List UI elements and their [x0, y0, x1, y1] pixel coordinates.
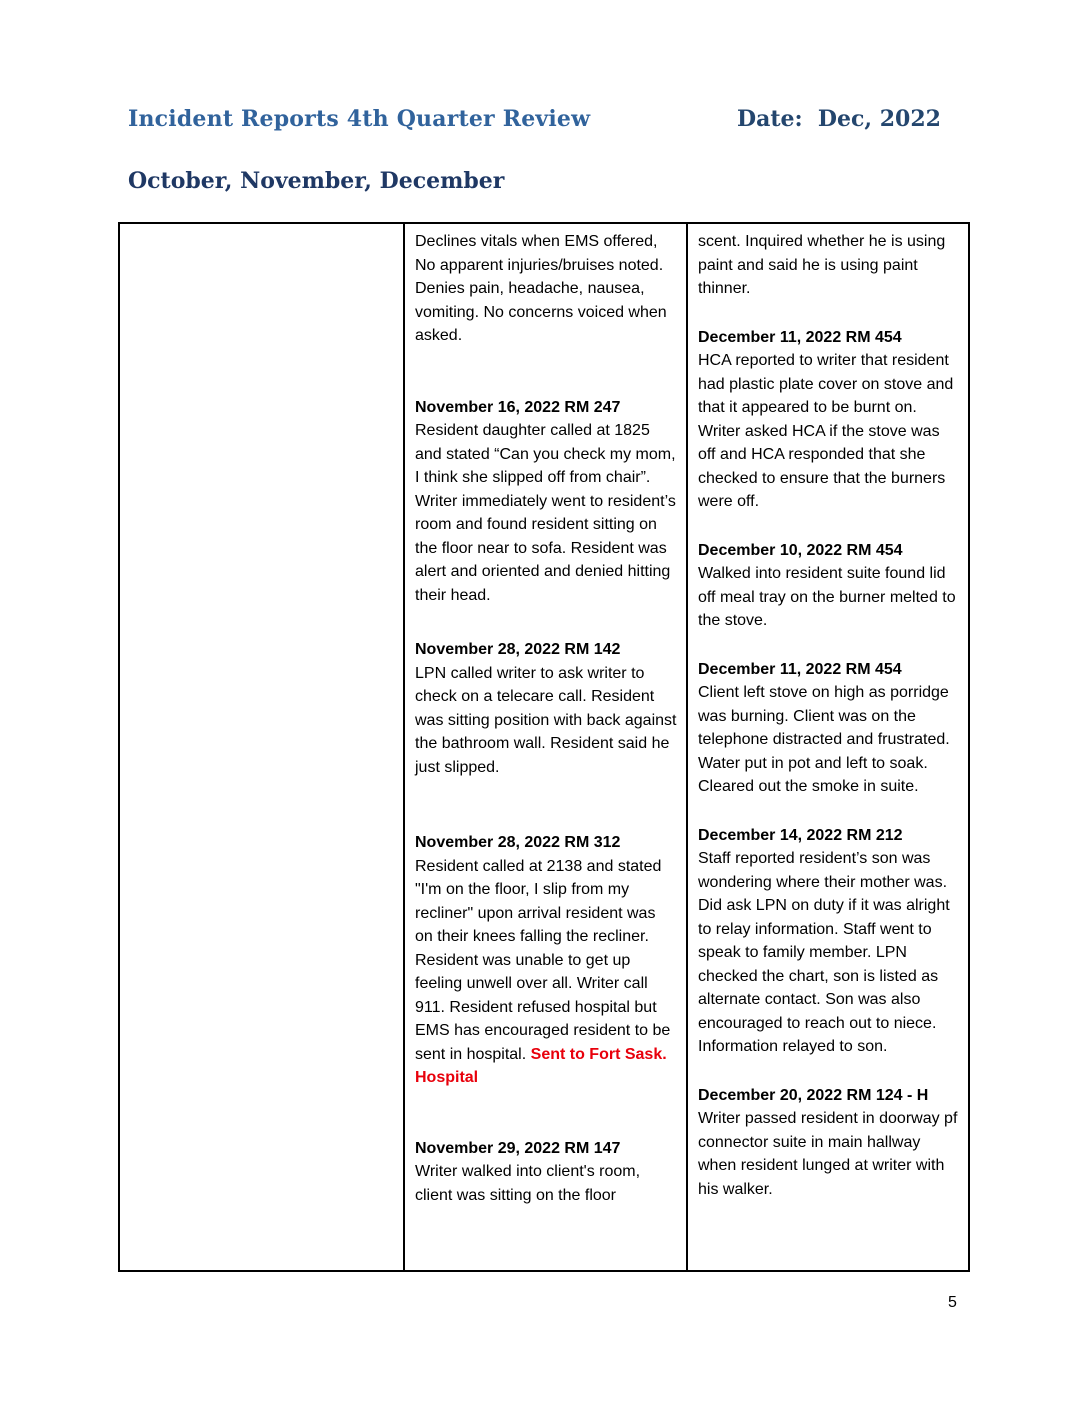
incident-entry: [698, 824, 959, 1059]
incident-entry: [698, 658, 959, 799]
entry-body: Declines vitals when EMS offered, No apparent injuries/bruises noted. Denies pain, headache, nausea, vomiting. No concerns voiced when asked.: [415, 233, 667, 344]
incident-entry: [415, 396, 677, 608]
entry-body: [415, 855, 677, 1090]
entry-body: Staff reported resident’s son was wondering where their mother was. Did ask LPN on duty if it was alright to relay information. Staff went to speak to family member. LPN checked the chart, son is listed as alternate contact. Son was also encouraged to reach out to niece. Information relayed to son.: [698, 850, 950, 1055]
entry-heading: November 16, 2022 RM 247: [415, 398, 621, 416]
entry-heading: December 11, 2022 RM 454: [698, 328, 902, 346]
entry-heading: December 14, 2022 RM 212: [698, 826, 903, 844]
entry-heading: December 20, 2022 RM 124 - H: [698, 1086, 929, 1104]
incident-entry: [415, 638, 677, 779]
incident-entry: [698, 230, 959, 301]
incident-entry: [415, 230, 677, 348]
entry-body: Resident daughter called at 1825 and stated “Can you check my mom, I think she slipped off from chair”. Writer immediately went to resident’s room and found resident sitting on the floor near to sofa. Resident was alert and oriented and denied hitting their head.: [415, 422, 676, 604]
entry-heading: December 10, 2022 RM 454: [698, 541, 903, 559]
table-cell-empty: [120, 224, 405, 1270]
table-cell-november: [405, 224, 688, 1270]
entry-body: Walked into resident suite found lid off meal tray on the burner melted to the stove.: [698, 565, 956, 629]
hospital-transfer-alert: Sent to Fort Sask. Hospital: [415, 1045, 667, 1086]
page-title: Incident Reports 4th Quarter Review: [128, 106, 591, 132]
entry-body: HCA reported to writer that resident had plastic plate cover on stove and that it appeared to be burnt on. Writer asked HCA if the stove was off and HCA responded that she checked to ensure that the burners were off.: [698, 352, 954, 510]
entry-heading: December 11, 2022 RM 454: [698, 660, 902, 678]
date-label: Date: Dec, 2022: [737, 106, 941, 132]
table-cell-december: [688, 224, 968, 1270]
incident-entry: [698, 1084, 959, 1202]
entry-body: LPN called writer to ask writer to check on a telecare call. Resident was sitting position with back against the bathroom wall. Resident said he just slipped.: [415, 664, 677, 776]
quarter-subheading: October, November, December: [128, 168, 505, 194]
incident-entry: [698, 539, 959, 633]
entry-heading: November 29, 2022 RM 147: [415, 1139, 621, 1157]
incident-entry: [415, 1137, 677, 1208]
entry-body: scent. Inquired whether he is using paint and said he is using paint thinner.: [698, 233, 946, 297]
incident-entry: [415, 831, 677, 1090]
page-number: 5: [948, 1294, 957, 1311]
entry-heading: November 28, 2022 RM 312: [415, 834, 621, 851]
entry-body: Client left stove on high as porridge was burning. Client was on the telephone distracted and frustrated. Water put in pot and left to soak. Cleared out the smoke in suite.: [698, 684, 950, 795]
entry-heading: November 28, 2022 RM 142: [415, 641, 621, 658]
entry-body: Writer passed resident in doorway pf connector suite in main hallway when resident lunged at writer with his walker.: [698, 1110, 958, 1198]
entry-body-text: Resident called at 2138 and stated "I'm on the floor, I slip from my recliner" upon arrival resident was on their knees falling the recliner. Resident was unable to get up feeling unwell over all. Writer call 911. Resident refused hospital but EMS has encouraged resident to be sent in hospital.: [415, 857, 671, 1063]
incident-report-table: [118, 222, 970, 1272]
entry-body: Writer walked into client's room, client was sitting on the floor: [415, 1163, 641, 1204]
incident-entry: [698, 326, 959, 514]
